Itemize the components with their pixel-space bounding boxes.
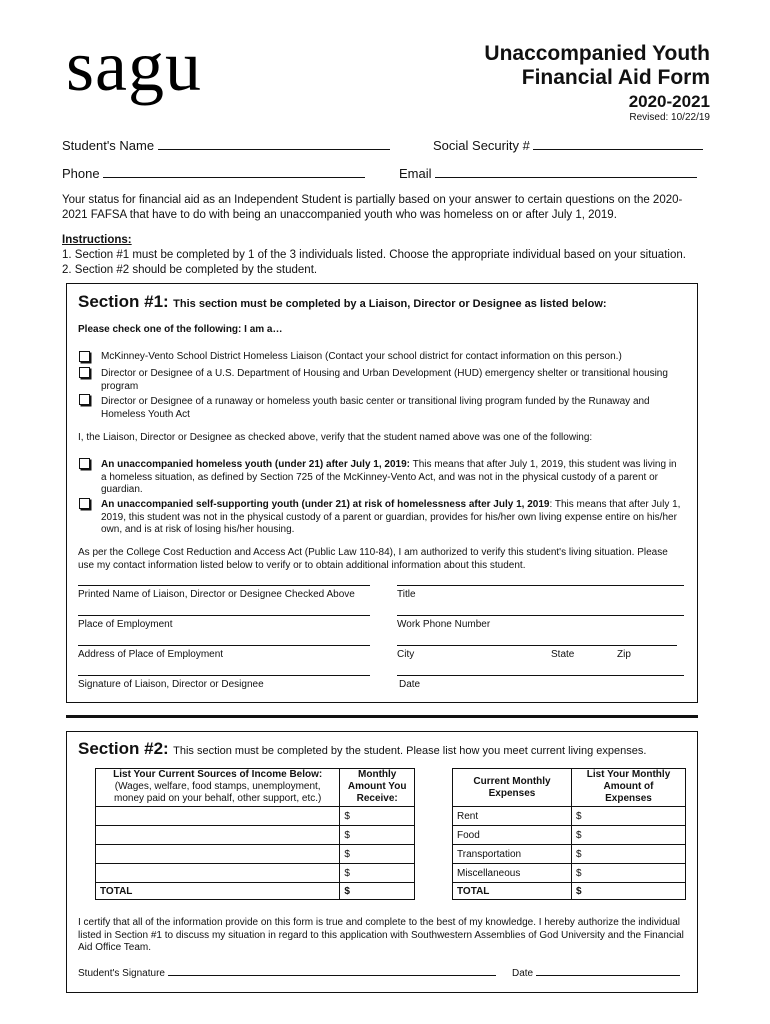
expense-header-2: Expenses xyxy=(488,787,536,799)
expense-amount-header-3: Expenses xyxy=(605,793,652,804)
expense-rent-label: Rent xyxy=(453,807,572,826)
expense-table xyxy=(452,768,686,900)
expense-total-label: TOTAL xyxy=(453,883,572,900)
sagu-logo: sagu xyxy=(66,26,202,106)
status-self-supporting xyxy=(101,499,681,537)
city-state-zip-line[interactable] xyxy=(397,645,677,646)
income-header-3: money paid on your behalf, other support, etc.) xyxy=(114,793,322,804)
state-label: State xyxy=(551,649,575,660)
expense-header-1: Current Monthly xyxy=(473,775,551,787)
income-source-cell[interactable] xyxy=(96,826,340,845)
expense-food-label: Food xyxy=(453,826,572,845)
expense-misc-label: Miscellaneous xyxy=(453,864,572,883)
income-source-cell[interactable] xyxy=(96,864,340,883)
student-name-field[interactable] xyxy=(158,137,390,150)
option-liaison: McKinney-Vento School District Homeless Liaison (Contact your school district for contact information on this person.) xyxy=(101,351,622,362)
student-signature-field[interactable] xyxy=(168,966,496,976)
intro-paragraph: Your status for financial aid as an Independent Student is partially based on your answer to certain questions on the 2020-2021 FAFSA that have to do with being an unaccompanied youth who was homeless on or after July 1, 2019. xyxy=(62,194,683,221)
student-date-field[interactable] xyxy=(536,966,680,976)
student-signature-row xyxy=(78,966,496,979)
amount-header xyxy=(340,769,415,807)
amount-header-1: Monthly xyxy=(358,769,397,780)
address-line[interactable] xyxy=(78,645,370,646)
liaison-date-label: Date xyxy=(399,679,421,690)
checkbox-hud[interactable] xyxy=(79,367,90,378)
income-table xyxy=(95,768,415,900)
income-total-label: TOTAL xyxy=(96,883,340,900)
expense-total-cell[interactable]: $ xyxy=(572,883,686,900)
phone-label: Phone xyxy=(62,166,100,181)
section-2-subheading: This section must be completed by the student. Please list how you meet current living expenses. xyxy=(173,745,647,757)
instruction-2: 2. Section #2 should be completed by the student. xyxy=(62,264,318,276)
income-total-cell[interactable]: $ xyxy=(340,883,415,900)
income-source-cell[interactable] xyxy=(96,845,340,864)
title-line-1: Unaccompanied Youth xyxy=(484,42,710,65)
option-hud: Director or Designee of a U.S. Department of Housing and Urban Development (HUD) emergency shelter or transitional housing program xyxy=(101,368,668,392)
expense-transportation-label: Transportation xyxy=(453,845,572,864)
phone-field[interactable] xyxy=(103,165,365,178)
status-self-supporting-text: : This means that after July 1, 2019, this student was not in the physical custody of a parent or guardian, provides for his/her own living expense entire on his/her own, and is at risk of losing his/her housing. xyxy=(101,499,681,535)
liaison-signature-line[interactable] xyxy=(78,675,370,676)
expense-header xyxy=(453,769,572,807)
place-line[interactable] xyxy=(78,615,370,616)
expense-food-cell[interactable]: $ xyxy=(572,826,686,845)
email-row xyxy=(399,165,697,181)
student-name-row xyxy=(62,137,390,153)
zip-label: Zip xyxy=(617,649,631,660)
instructions-heading: Instructions: xyxy=(62,234,132,246)
printed-name-line[interactable] xyxy=(78,585,370,586)
income-amount-cell[interactable]: $ xyxy=(340,845,415,864)
status-homeless-youth xyxy=(101,459,681,497)
form-year: 2020-2021 xyxy=(628,92,710,111)
form-title xyxy=(484,42,710,90)
instructions xyxy=(62,233,712,278)
option-runaway: Director or Designee of a runaway or homeless youth basic center or transitional living program funded by the Runaway and Homeless Youth Act xyxy=(101,396,650,420)
check-prompt: Please check one of the following: I am a… xyxy=(78,324,283,335)
city-label: City xyxy=(397,649,415,660)
student-date-label: Date xyxy=(512,968,534,979)
section-divider xyxy=(66,715,698,718)
work-phone-line[interactable] xyxy=(397,615,684,616)
revised-date: Revised: 10/22/19 xyxy=(629,112,710,123)
instruction-1: 1. Section #1 must be completed by 1 of the 3 individuals listed. Choose the appropriate individual based on your situation. xyxy=(62,249,686,261)
section-2-header xyxy=(78,739,646,759)
expense-misc-cell[interactable]: $ xyxy=(572,864,686,883)
expense-amount-header xyxy=(572,769,686,807)
checkbox-liaison[interactable] xyxy=(79,351,90,362)
student-date-row xyxy=(512,966,680,979)
expense-amount-header-2: Amount of xyxy=(603,781,654,792)
status-homeless-youth-text: This means that after July 1, 2019, this student was living in a homeless situation, as defined by Section 725 of the McKinney-Vento Act, and was not in the physical custody of a parent or guardian. xyxy=(101,459,677,495)
section-1-heading: Section #1: xyxy=(78,292,169,311)
title-line[interactable] xyxy=(397,585,684,586)
student-signature-label: Student's Signature xyxy=(78,968,165,979)
ssn-row xyxy=(433,137,703,153)
status-homeless-youth-bold: An unaccompanied homeless youth (under 21) after July 1, 2019: xyxy=(101,459,410,470)
expense-rent-cell[interactable]: $ xyxy=(572,807,686,826)
section-1-header xyxy=(78,292,607,312)
expense-transportation-cell[interactable]: $ xyxy=(572,845,686,864)
status-self-supporting-bold: An unaccompanied self-supporting youth (under 21) at risk of homelessness after July 1, 2019 xyxy=(101,499,550,510)
authority-text: As per the College Cost Reduction and Access Act (Public Law 110-84), I am authorized to verify this student's living situation. Please use my contact information listed below to verify or to obtain additional information about this student. xyxy=(78,547,668,571)
email-label: Email xyxy=(399,166,432,181)
certify-text: I certify that all of the information provide on this form is true and complete to the best of my knowledge. I hereby authorize the individual listed in Section #1 to discuss my situation in regard to this application with Southwestern Assemblies of God University and the Financial Aid Office Team. xyxy=(78,917,684,953)
section-1-subheading: This section must be completed by a Liaison, Director or Designee as listed below: xyxy=(173,298,607,310)
ssn-label: Social Security # xyxy=(433,138,530,153)
income-amount-cell[interactable]: $ xyxy=(340,826,415,845)
amount-header-2: Amount You xyxy=(347,781,407,792)
expense-amount-header-1: List Your Monthly xyxy=(586,769,671,780)
income-amount-cell[interactable]: $ xyxy=(340,807,415,826)
ssn-field[interactable] xyxy=(533,137,703,150)
verify-text: I, the Liaison, Director or Designee as checked above, verify that the student named above was one of the following: xyxy=(78,432,593,443)
income-header-2: (Wages, welfare, food stamps, unemployment, xyxy=(114,781,321,792)
title-label: Title xyxy=(397,589,416,600)
printed-name-label: Printed Name of Liaison, Director or Designee Checked Above xyxy=(78,589,355,600)
liaison-signature-label: Signature of Liaison, Director or Designee xyxy=(78,679,264,690)
income-header xyxy=(96,769,340,807)
income-source-cell[interactable] xyxy=(96,807,340,826)
liaison-date-line[interactable] xyxy=(397,675,684,676)
section-2-heading: Section #2: xyxy=(78,739,169,758)
title-line-2: Financial Aid Form xyxy=(521,66,710,89)
address-label: Address of Place of Employment xyxy=(78,649,224,660)
phone-row xyxy=(62,165,365,181)
checkbox-homeless-youth[interactable] xyxy=(79,458,90,469)
student-name-label: Student's Name xyxy=(62,138,155,153)
amount-header-3: Receive: xyxy=(356,793,398,804)
email-field[interactable] xyxy=(435,165,697,178)
income-header-1: List Your Current Sources of Income Below: xyxy=(113,769,323,780)
checkbox-self-supporting[interactable] xyxy=(79,498,90,509)
work-phone-label: Work Phone Number xyxy=(397,619,491,630)
income-amount-cell[interactable]: $ xyxy=(340,864,415,883)
place-label: Place of Employment xyxy=(78,619,173,630)
checkbox-runaway[interactable] xyxy=(79,394,90,405)
